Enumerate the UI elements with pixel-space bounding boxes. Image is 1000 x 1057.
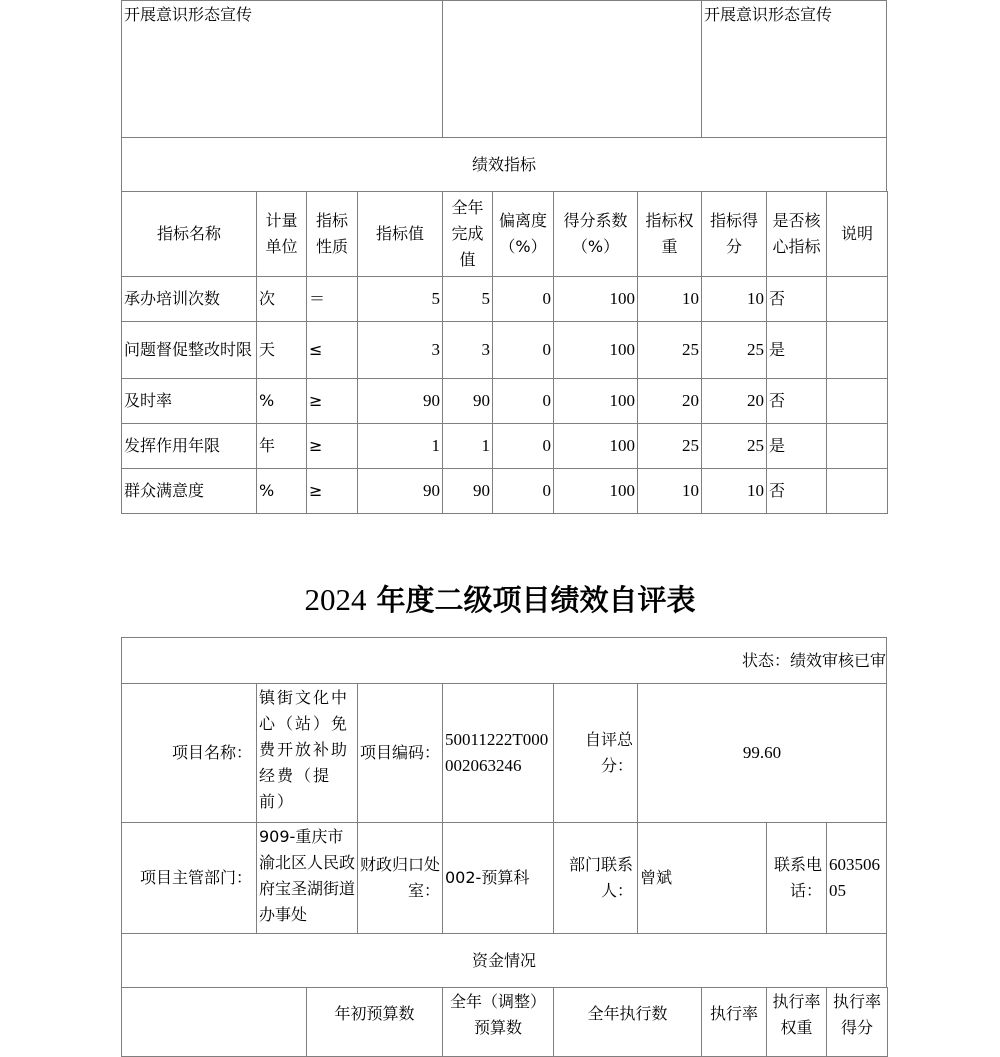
indicator-cell-note	[826, 468, 888, 514]
indicator-cell-deviation	[492, 468, 554, 514]
indicator-header-text: 说明	[840, 224, 873, 243]
indicator-value-weight: 10	[682, 481, 699, 500]
indicator-cell-coef	[553, 378, 638, 424]
indicator-cell-unit	[256, 276, 307, 322]
report-title	[0, 578, 1000, 622]
indicator-cell-unit	[256, 378, 307, 424]
dept-label-text: 项目主管部门：	[139, 868, 252, 887]
finance-office-text: 002-预算科	[445, 868, 530, 887]
indicator-value-coef: 100	[609, 436, 635, 455]
indicator-cell-target	[357, 276, 443, 322]
indicator-value-coef: 100	[609, 289, 635, 308]
dept-text: 909-重庆市渝北区人民政府宝圣湖街道办事处	[259, 827, 356, 924]
indicator-value-deviation: 0	[542, 391, 551, 410]
indicator-value-coef: 100	[609, 391, 635, 410]
indicator-cell-target	[357, 468, 443, 514]
funds-header-text: 执行率得分	[832, 992, 881, 1037]
indicator-header-text: 全年完成值	[451, 198, 484, 269]
contact-value	[637, 822, 767, 934]
indicator-cell-note	[826, 423, 888, 469]
indicator-cell-deviation	[492, 423, 554, 469]
indicator-cell-coef	[553, 276, 638, 322]
contact-label-text: 部门联系人：	[568, 855, 633, 900]
funds-header-exec-rate-weight	[766, 987, 827, 1057]
indicator-value-actual: 3	[481, 340, 490, 359]
indicator-cell-nature	[306, 378, 358, 424]
indicator-header-text: 指标性质	[315, 211, 348, 256]
indicator-value-weight: 25	[682, 340, 699, 359]
indicator-cell-unit	[256, 468, 307, 514]
indicator-header-text: 得分系数（%）	[563, 211, 628, 256]
indicator-value-nature: ＝	[309, 289, 326, 308]
indicator-cell-core	[766, 378, 827, 424]
funds-header-text: 全年（调整）预算数	[449, 992, 546, 1037]
indicator-cell-weight	[637, 378, 702, 424]
indicator-value-core: 否	[769, 289, 786, 308]
funds-header-adjusted-budget	[442, 987, 554, 1057]
indicator-cell-core	[766, 423, 827, 469]
indicator-value-deviation: 0	[542, 289, 551, 308]
indicator-value-target: 5	[431, 289, 440, 308]
funds-header-text: 执行率权重	[772, 992, 821, 1037]
indicator-header-actual	[442, 191, 493, 277]
contact-text: 曾斌	[640, 868, 673, 887]
funds-header-exec-rate	[701, 987, 767, 1057]
dept-label	[121, 822, 257, 934]
project-code-text: 50011222T000002063246	[445, 730, 549, 775]
indicator-value-unit: 年	[259, 436, 276, 455]
indicator-header-unit	[256, 191, 307, 277]
indicator-cell-unit	[256, 321, 307, 379]
indicator-value-deviation: 0	[542, 436, 551, 455]
indicator-header-nature	[306, 191, 358, 277]
indicator-value-score: 10	[747, 289, 764, 308]
total-score-label	[553, 683, 638, 823]
indicator-value-deviation: 0	[542, 340, 551, 359]
indicator-cell-actual	[442, 321, 493, 379]
goal-left-text: 开展意识形态宣传	[124, 5, 253, 24]
funds-header-text: 全年执行数	[587, 1004, 668, 1023]
indicator-cell-deviation	[492, 276, 554, 322]
finance-office-label-text: 财政归口处室：	[360, 855, 441, 900]
indicator-header-weight	[637, 191, 702, 277]
indicator-value-core: 否	[769, 391, 786, 410]
report-title-text: 年度二级项目绩效自评表	[376, 583, 696, 617]
indicator-header-target	[357, 191, 443, 277]
indicator-cell-actual	[442, 423, 493, 469]
funds-header-blank	[121, 987, 307, 1057]
indicator-cell-coef	[553, 423, 638, 469]
status-row	[121, 637, 887, 684]
indicator-value-core: 是	[769, 436, 786, 455]
indicator-cell-score	[701, 423, 767, 469]
indicator-cell-weight	[637, 276, 702, 322]
project-code-label-text: 项目编码：	[360, 743, 441, 762]
indicator-value-unit: %	[259, 481, 275, 500]
project-name-label-text: 项目名称：	[171, 743, 252, 762]
indicator-value-actual: 1	[481, 436, 490, 455]
indicator-value-actual: 5	[481, 289, 490, 308]
indicator-value-name: 问题督促整改时限	[124, 340, 253, 359]
finance-office-value	[442, 822, 554, 934]
indicator-cell-coef	[553, 468, 638, 514]
funds-section-title	[121, 933, 887, 988]
indicator-value-target: 90	[423, 481, 440, 500]
indicator-cell-deviation	[492, 378, 554, 424]
total-score-value	[637, 683, 887, 823]
indicator-value-nature: ≥	[309, 481, 323, 500]
indicator-value-unit: %	[259, 391, 275, 410]
indicator-cell-weight	[637, 468, 702, 514]
indicator-cell-coef	[553, 321, 638, 379]
phone-label	[766, 822, 827, 934]
indicator-header-score	[701, 191, 767, 277]
indicator-cell-name	[121, 276, 257, 322]
indicator-value-nature: ≥	[309, 391, 323, 410]
indicator-header-text: 指标名称	[156, 224, 221, 243]
indicator-cell-score	[701, 378, 767, 424]
indicator-cell-core	[766, 468, 827, 514]
project-name-value	[256, 683, 358, 823]
indicator-value-target: 90	[423, 391, 440, 410]
indicator-cell-name	[121, 423, 257, 469]
project-name-text: 镇街文化中心（站）免费开放补助经费（提前）	[259, 688, 350, 811]
indicator-cell-score	[701, 276, 767, 322]
indicator-cell-deviation	[492, 321, 554, 379]
indicator-value-actual: 90	[473, 391, 490, 410]
goal-left-cell	[121, 0, 443, 138]
funds-header-exec-rate-score	[826, 987, 888, 1057]
indicator-cell-name	[121, 378, 257, 424]
indicator-value-core: 是	[769, 340, 786, 359]
indicator-value-name: 承办培训次数	[124, 289, 221, 308]
indicator-header-name	[121, 191, 257, 277]
indicator-value-core: 否	[769, 481, 786, 500]
indicator-value-weight: 20	[682, 391, 699, 410]
indicator-cell-target	[357, 423, 443, 469]
project-code-value	[442, 683, 554, 823]
project-name-label	[121, 683, 257, 823]
indicator-cell-target	[357, 321, 443, 379]
indicator-header-core	[766, 191, 827, 277]
indicator-value-target: 1	[431, 436, 440, 455]
goal-right-text: 开展意识形态宣传	[704, 5, 833, 24]
indicator-value-score: 10	[747, 481, 764, 500]
status-text: 状态：绩效审核已审	[741, 650, 886, 670]
phone-label-text: 联系电话：	[773, 855, 822, 900]
indicator-cell-target	[357, 378, 443, 424]
indicator-cell-nature	[306, 468, 358, 514]
indicator-cell-name	[121, 468, 257, 514]
indicator-cell-name	[121, 321, 257, 379]
indicator-cell-score	[701, 468, 767, 514]
indicator-value-coef: 100	[609, 481, 635, 500]
finance-office-label	[357, 822, 443, 934]
indicator-cell-core	[766, 321, 827, 379]
indicator-value-score: 20	[747, 391, 764, 410]
project-code-label	[357, 683, 443, 823]
indicator-value-name: 发挥作用年限	[124, 436, 221, 455]
indicator-cell-actual	[442, 276, 493, 322]
indicator-header-coef	[553, 191, 638, 277]
indicator-cell-core	[766, 276, 827, 322]
funds-section-title-text: 资金情况	[471, 950, 536, 970]
indicator-value-score: 25	[747, 340, 764, 359]
indicator-header-text: 指标值	[375, 224, 424, 243]
indicator-value-weight: 25	[682, 436, 699, 455]
indicator-cell-note	[826, 378, 888, 424]
funds-header-executed	[553, 987, 702, 1057]
phone-value	[826, 822, 887, 934]
indicator-header-note	[826, 191, 888, 277]
total-score-text: 99.60	[742, 743, 782, 762]
indicator-value-deviation: 0	[542, 481, 551, 500]
indicator-value-score: 25	[747, 436, 764, 455]
indicator-header-text: 指标权重	[645, 211, 694, 256]
indicator-header-text: 是否核心指标	[772, 211, 821, 256]
indicators-section-title-text: 绩效指标	[471, 154, 536, 174]
indicator-cell-note	[826, 276, 888, 322]
indicator-header-text: 计量单位	[265, 211, 298, 256]
indicator-value-nature: ≥	[309, 436, 323, 455]
indicator-cell-weight	[637, 321, 702, 379]
funds-header-initial-budget	[306, 987, 443, 1057]
indicator-cell-nature	[306, 276, 358, 322]
funds-header-text: 年初预算数	[334, 1004, 415, 1023]
funds-header-text: 执行率	[709, 1004, 758, 1023]
contact-label	[553, 822, 638, 934]
indicator-value-unit: 天	[259, 340, 276, 359]
report-title-year: 2024	[304, 582, 367, 617]
indicator-header-text: 偏离度（%）	[498, 211, 547, 256]
indicator-cell-actual	[442, 378, 493, 424]
indicator-value-unit: 次	[259, 289, 276, 308]
indicator-header-text: 指标得分	[709, 211, 758, 256]
indicator-value-coef: 100	[609, 340, 635, 359]
indicator-value-nature: ≤	[309, 340, 323, 359]
phone-text: 60350605	[829, 855, 880, 900]
total-score-label-text: 自评总分：	[584, 730, 633, 775]
goal-right-cell	[701, 0, 887, 138]
goal-middle-cell	[442, 0, 702, 138]
indicators-section-title	[121, 137, 887, 192]
indicator-cell-weight	[637, 423, 702, 469]
indicator-value-actual: 90	[473, 481, 490, 500]
indicator-header-deviation	[492, 191, 554, 277]
indicator-cell-nature	[306, 423, 358, 469]
indicator-cell-actual	[442, 468, 493, 514]
indicator-value-name: 群众满意度	[124, 481, 205, 500]
dept-value	[256, 822, 358, 934]
indicator-value-target: 3	[431, 340, 440, 359]
indicator-cell-score	[701, 321, 767, 379]
indicator-cell-note	[826, 321, 888, 379]
indicator-value-name: 及时率	[124, 391, 173, 410]
indicator-cell-nature	[306, 321, 358, 379]
indicator-value-weight: 10	[682, 289, 699, 308]
indicator-cell-unit	[256, 423, 307, 469]
